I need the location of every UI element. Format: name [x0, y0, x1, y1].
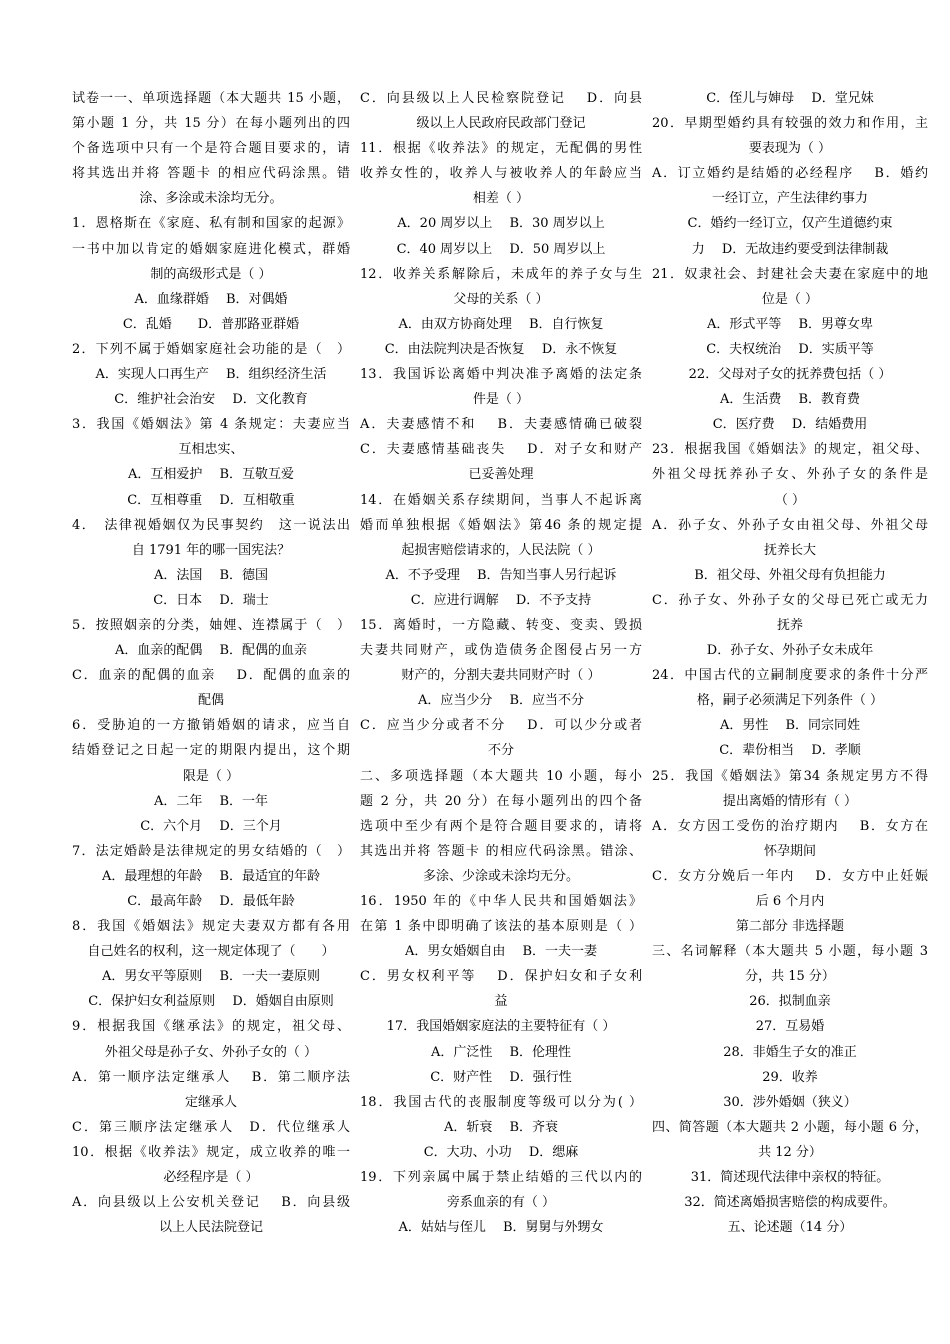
text-line: C．男女权利平等 D．保护妇女和子女利: [360, 969, 642, 985]
text-line: 7．法定婚龄是法律规定的男女结婚的（ ）: [72, 843, 350, 859]
text-line: 5．按照姻亲的分类，妯娌、连襟属于（ ）: [72, 617, 350, 633]
text-line: 位是（ ）: [761, 291, 819, 307]
text-line: 分，共 15 分）: [745, 969, 835, 985]
text-line: 26．拟制血亲: [749, 994, 831, 1010]
text-line: A．二年 B．一年: [153, 793, 269, 809]
text-line: A．法国 B．德国: [153, 567, 269, 583]
text-line: 2．下列不属于婚姻家庭社会功能的是（ ）: [72, 341, 350, 357]
text-line: C．女方分娩后一年内 D．女方中止妊娠: [652, 868, 928, 884]
text-line: 27．互易婚: [755, 1019, 825, 1035]
text-line: A．订立婚约是结婚的必经程序 B．婚约: [652, 166, 928, 182]
text-line: A．夫妻感情不和 B．夫妻感情确已破裂: [360, 417, 642, 433]
text-line: C．医疗费 D．结婚费用: [712, 417, 868, 433]
text-line: C．第三顺序法定继承人 D．代位继承人: [72, 1119, 350, 1135]
text-line: 第二部分 非选择题: [735, 919, 845, 935]
text-line: 31．简述现代法律中亲权的特征。: [690, 1170, 890, 1186]
text-line: 10．根据《收养法》规定，成立收养的唯一: [72, 1144, 350, 1160]
text-line: A．第一顺序法定继承人 B．第二顺序法: [72, 1069, 350, 1085]
text-line: 旁系血亲的有（ ）: [446, 1195, 556, 1211]
text-line: 试卷一一、单项选择题（本大题共 15 小题，: [72, 91, 350, 106]
text-line: A．女方因工受伤的治疗期内 B．女方在: [652, 818, 928, 834]
text-line: A．男女婚姻自由 B．一夫一妻: [404, 944, 598, 960]
text-line: C．应当少分或者不分 D．可以少分或者: [360, 718, 642, 734]
text-line: 1．恩格斯在《家庭、私有制和国家的起源》: [72, 216, 350, 232]
text-line: 3．我国《婚姻法》第 4 条规定：夫妻应当: [72, 417, 350, 433]
text-line: 共 12 分）: [758, 1144, 822, 1160]
text-line: 配偶: [197, 693, 224, 709]
text-line: A．20 周岁以上 B．30 周岁以上: [397, 216, 605, 232]
text-line: C．日本 D．瑞士: [153, 592, 269, 608]
text-line: 6．受胁迫的一方撤销婚姻的请求，应当自: [72, 718, 350, 734]
text-line: 级以上人民政府民政部门登记: [416, 116, 586, 132]
text-line: 收养女性的，收养人与被收养人的年龄应当: [360, 166, 642, 182]
text-line: C．最高年龄 D．最低年龄: [127, 894, 295, 909]
text-line: 11．根据《收养法》的规定，无配偶的男性: [360, 141, 642, 157]
text-line: 16．1950 年的《中华人民共和国婚姻法》: [360, 894, 642, 909]
text-line: C．侄儿与婶母 D．堂兄妹: [706, 91, 874, 106]
text-line: C．乱婚 D．普那路亚群婚: [122, 316, 300, 332]
text-line: 14．在婚姻关系存续期间，当事人不起诉离: [360, 492, 642, 508]
text-line: 第小题 1 分，共 15 分）在每小题列出的四: [72, 116, 350, 132]
text-line: 益: [494, 994, 508, 1010]
text-line: 个备选项中只有一个是符合题目要求的，请: [72, 141, 350, 157]
text-line: 17．我国婚姻家庭法的主要特征有（ ）: [386, 1019, 616, 1035]
text-line: 一书中加以肯定的婚姻家庭进化模式，群婚: [72, 241, 350, 257]
text-line: C．血亲的配偶的血亲 D．配偶的血亲的: [72, 668, 350, 684]
text-line: 以上人民法院登记: [158, 1220, 263, 1236]
text-line: 13．我国诉讼离婚中判决准予离婚的法定条: [360, 367, 642, 383]
text-line: 32．简述离婚损害赔偿的构成要件。: [684, 1195, 896, 1211]
text-line: 抚养长大: [763, 542, 816, 558]
text-line: A．不予受理 B．告知当事人另行起诉: [385, 567, 617, 583]
text-line: 23．根据我国《婚姻法》的规定，祖父母、: [652, 442, 928, 458]
text-line: C．夫权统治 D．实质平等: [706, 341, 874, 357]
text-line: 15．离婚时，一方隐藏、转变、变卖、毁损: [360, 617, 642, 633]
text-line: 抚养: [776, 617, 803, 633]
text-line: 财产的，分割夫妻共同财产时（ ）: [401, 668, 601, 684]
text-line: C．应进行调解 D．不予支持: [410, 592, 592, 608]
text-line: 8．我国《婚姻法》规定夫妻双方都有各用: [72, 919, 350, 935]
text-line: C．由法院判决是否恢复 D．永不恢复: [384, 341, 618, 357]
text-line: 限是（ ）: [182, 768, 240, 784]
text-line: 4． 法律视婚姻仅为民事契约 这一说法出: [72, 517, 350, 533]
text-line: A．孙子女、外孙子女由祖父母、外祖父母: [652, 517, 928, 533]
text-line: 22．父母对子女的抚养费包括（ ）: [688, 367, 892, 383]
text-line: C．辈份相当 D．孝顺: [719, 743, 861, 759]
text-line: A．互相爱护 B．互敬互爱: [127, 467, 295, 483]
text-line: A．实现人口再生产 B．组织经济生活: [95, 367, 327, 383]
text-line: 五、论述题（14 分）: [727, 1220, 853, 1236]
text-line: 9．根据我国《继承法》的规定，祖父母、: [72, 1019, 350, 1035]
text-line: 涂、多涂或未涂均无分。: [139, 191, 283, 207]
text-line: B．祖父母、外祖父母有负担能力: [694, 567, 886, 583]
text-line: C．互相尊重 D．互相敬重: [127, 492, 295, 508]
text-line: A．应当少分 B．应当不分: [417, 693, 585, 709]
text-line: 件是（ ）: [472, 392, 530, 408]
text-line: C．婚约一经订立，仅产生道德约束: [687, 216, 893, 232]
text-line: C．40 周岁以上 D．50 周岁以上: [396, 241, 606, 257]
text-line: 25．我国《婚姻法》第34 条规定男方不得: [652, 768, 928, 784]
text-line: A．形式平等 B．男尊女卑: [706, 316, 874, 332]
text-line: 后 6 个月内: [755, 894, 825, 909]
text-line: 力 D．无故违约要受到法律制裁: [691, 241, 889, 257]
text-line: 格，嗣子必须满足下列条件（ ）: [696, 693, 884, 709]
text-line: 父母的关系（ ）: [453, 291, 549, 307]
text-line: A．男女平等原则 B．一夫一妻原则: [101, 969, 321, 985]
text-line: （ ）: [774, 492, 806, 508]
text-line: 三、名词解释（本大题共 5 小题，每小题 3: [652, 944, 928, 960]
text-line: A．由双方协商处理 B．自行恢复: [398, 316, 604, 332]
text-line: A．血缘群婚 B．对偶婚: [134, 291, 288, 307]
text-line: 要表现为（ ）: [748, 141, 832, 157]
text-line: 28．非婚生子女的准正: [723, 1044, 857, 1060]
text-line: A．生活费 B．教育费: [719, 392, 861, 408]
text-line: 24．中国古代的立嗣制度要求的条件十分严: [652, 668, 928, 684]
text-line: D．孙子女、外孙子女未成年: [706, 643, 874, 659]
text-line: 自 1791 年的哪一国宪法？: [131, 542, 291, 558]
text-line: 四、简答题（本大题共 2 小题，每小题 6 分，: [652, 1119, 928, 1135]
text-line: 19．下列亲属中属于禁止结婚的三代以内的: [360, 1170, 642, 1186]
text-line: 定继承人: [184, 1094, 237, 1110]
text-line: 自己姓名的权利，这一规定体现了（ ）: [87, 944, 335, 960]
text-line: C．维护社会治安 D．文化教育: [114, 392, 308, 408]
text-line: 20．早期型婚约具有较强的效力和作用，主: [652, 116, 928, 132]
text-line: C．保护妇女利益原则 D．婚姻自由原则: [88, 994, 334, 1010]
text-line: A．血亲的配偶 B．配偶的血亲: [114, 643, 308, 659]
text-line: C．大功、小功 D．缌麻: [423, 1144, 579, 1160]
text-line: 怀孕期间: [763, 843, 816, 859]
text-line: C．向县级以上人民检察院登记 D．向县: [360, 91, 642, 106]
column-2: [360, 86, 642, 1240]
text-line: 29．收养: [762, 1069, 818, 1085]
text-line: C．孙子女、外孙子女的父母已死亡或无力: [652, 592, 928, 608]
column-1: [72, 86, 350, 1240]
text-line: 题 2 分，共 20 分）在每小题列出的四个备: [360, 793, 642, 809]
text-line: 30．涉外婚姻（狭义）: [723, 1094, 857, 1110]
text-line: 一经订立，产生法律约事力: [711, 191, 868, 207]
text-line: A．姑姑与侄儿 B．舅舅与外甥女: [398, 1220, 604, 1236]
text-line: 将其选出并将 答题卡 的相应代码涂黑。错: [72, 166, 350, 182]
text-line: 提出离婚的情形有（ ）: [722, 793, 858, 809]
text-line: 制的高级形式是（ ）: [150, 266, 272, 282]
text-line: A．向县级以上公安机关登记 B．向县级: [72, 1195, 350, 1211]
text-line: 二、多项选择题（本大题共 10 小题，每小: [360, 768, 642, 784]
text-line: 相差（ ）: [472, 191, 530, 207]
text-line: 结婚登记之日起一定的期限内提出，这个期: [72, 743, 350, 759]
text-line: 在第 1 条中即明确了该法的基本原则是（ ）: [360, 919, 642, 935]
text-line: 其选出并将 答题卡 的相应代码涂黑。错涂、: [360, 843, 642, 859]
text-line: 婚而单独根据《婚姻法》第46 条的规定提: [360, 517, 642, 533]
text-line: 选项中至少有两个是符合题目要求的，请将: [360, 818, 642, 834]
text-line: A．男性 B．同宗同姓: [719, 718, 861, 734]
text-line: 互相忠实、: [178, 442, 244, 458]
text-line: A．广泛性 B．伦理性: [430, 1044, 572, 1060]
text-line: 起损害赔偿请求的，人民法院（ ）: [401, 542, 601, 558]
text-line: 夫妻共同财产，或伪造债务企图侵占另一方: [360, 643, 642, 659]
text-line: 21．奴隶社会、封建社会夫妻在家庭中的地: [652, 266, 928, 282]
text-line: C．夫妻感情基础丧失 D．对子女和财产: [360, 442, 642, 458]
column-3: [652, 86, 928, 1240]
text-line: 外祖父母是孙子女、外孙子女的（ ）: [104, 1044, 318, 1060]
text-line: 多涂、少涂或未涂均无分。: [422, 868, 579, 884]
text-line: C．财产性 D．强行性: [430, 1069, 572, 1085]
text-line: 18．我国古代的丧服制度等级可以分为( ）: [360, 1094, 642, 1110]
text-line: 外祖父母抚养孙子女、外孙子女的条件是: [652, 467, 928, 483]
text-line: A．斩衰 B．齐衰: [443, 1119, 559, 1135]
text-line: 已妥善处理: [468, 467, 534, 483]
text-line: 必经程序是（ ）: [163, 1170, 259, 1186]
text-line: 12．收养关系解除后，未成年的养子女与生: [360, 266, 642, 282]
text-line: A．最理想的年龄 B．最适宜的年龄: [101, 868, 321, 884]
text-line: 不分: [487, 743, 514, 759]
text-line: C．六个月 D．三个月: [140, 818, 282, 834]
